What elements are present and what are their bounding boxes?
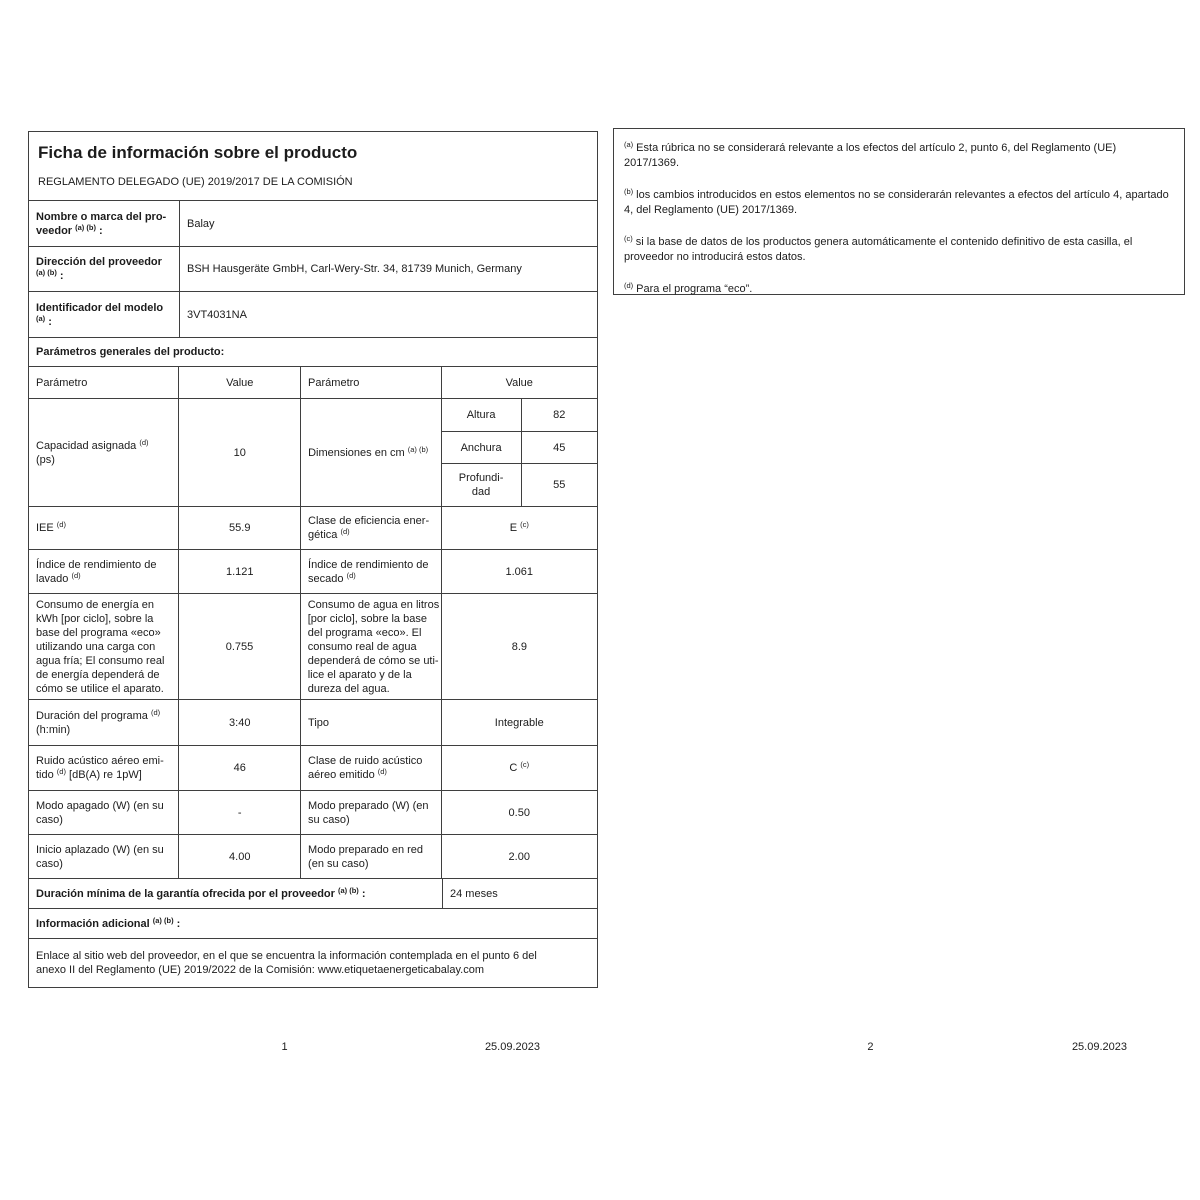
capacity-dimensions-row: [29, 398, 597, 506]
type-value: Integrable: [441, 700, 597, 745]
delayed-start-value: 4.00: [178, 835, 300, 878]
col-header-param-1: Parámetro: [36, 376, 88, 389]
dimension-height-value: 82: [521, 399, 597, 431]
delayed-start-label: Inicio aplazado (W) (en su caso): [36, 843, 164, 870]
dimension-height-label: Altura: [466, 409, 496, 421]
standby-mode-value: 0.50: [441, 791, 597, 834]
footnote-marker: (c): [624, 234, 633, 243]
additional-info-label: Información adicional $^{(a) (b)}$ :: [36, 915, 181, 930]
noise-row: [29, 745, 597, 790]
iee-energy-class-row: [29, 506, 597, 549]
off-mode-value: -: [178, 791, 300, 834]
page-title: Ficha de información sobre el producto: [38, 143, 358, 162]
model-identifier-label: Identificador del modelo $^{(a)}$ :: [36, 301, 164, 328]
footnote-marker: (d): [624, 281, 634, 290]
dimension-width-row: [442, 431, 597, 463]
additional-info-row: [29, 908, 597, 938]
supplier-name-label: Nombre o marca del pro- veedor $^{(a) (b)}$ :: [36, 210, 167, 237]
footer-date: 25.09.2023: [484, 1041, 540, 1053]
footnote-ref: (c): [520, 760, 530, 769]
programme-duration-value: 3:40: [178, 700, 300, 745]
duration-type-row: [29, 699, 597, 745]
warranty-value: 24 meses: [442, 879, 597, 908]
consumption-row: [29, 593, 597, 699]
footnote-ref: (d): [150, 707, 161, 717]
off-mode-label: Modo apagado (W) (en su caso): [36, 799, 164, 826]
footer-date: 25.09.2023: [1071, 1041, 1127, 1053]
title-block: [29, 132, 597, 200]
page-2-footer: [613, 1040, 1185, 1056]
page-number: 2: [867, 1041, 874, 1053]
footnote-ref: (d): [56, 520, 66, 529]
drying-index-value: 1.061: [441, 550, 597, 593]
footnote-ref: (a) (b): [152, 915, 174, 925]
model-identifier-row: [29, 291, 597, 337]
footnote-marker: (b): [624, 187, 634, 196]
col-header-param-2: Parámetro: [300, 367, 441, 398]
type-label: Tipo: [300, 700, 441, 745]
water-consumption-label: Consumo de agua en litros [por ciclo], sobre la base del programa «eco». El consumo real de agua dependerá de cómo se uti- lice el aparato y de la dureza del agua.: [300, 594, 441, 699]
noise-class-value: C $^{(c)}$: [441, 746, 597, 790]
footnote-ref: (d): [377, 767, 387, 776]
rated-capacity-label: Capacidad asignada $^{(d)}$ (ps): [36, 437, 149, 466]
warranty-label: Duración mínima de la garantía ofrecida por el proveedor $^{(a) (b)}$ :: [36, 885, 366, 900]
dimension-width-value: 45: [521, 432, 597, 463]
footnote-ref: (a) (b): [75, 222, 96, 232]
footnote-b: $^{(b)}$ los cambios introducidos en estos elementos no se considerarán relevantes a efectos del artículo 4, apartado 4, del Reglamento (UE) 2017/1369.: [624, 187, 1169, 216]
table-header-row: [29, 366, 597, 398]
footnote-marker: (a): [624, 140, 634, 149]
dimensions-subtable: [441, 399, 597, 506]
noise-class-label: Clase de ruido acústico aéreo emitido $^{(d)}$: [300, 746, 441, 790]
delayed-start-row: [29, 834, 597, 878]
supplier-address-value: BSH Hausgeräte GmbH, Carl-Wery-Str. 34, 81739 Munich, Germany: [179, 247, 597, 291]
rated-capacity-value: 10: [178, 399, 300, 506]
noise-emission-value: 46: [178, 746, 300, 790]
energy-class-value: E $^{(c)}$: [441, 507, 597, 549]
footnote-ref: (a) (b): [407, 444, 429, 454]
washing-index-value: 1.121: [178, 550, 300, 593]
dimension-depth-row: [442, 463, 597, 506]
noise-emission-label: Ruido acústico aéreo emi- tido $^{(d)}$ [dB(A) re 1pW]: [36, 755, 164, 781]
supplier-name-value: Balay: [179, 201, 597, 246]
water-consumption-value: 8.9: [441, 594, 597, 699]
footnote-ref: (d): [139, 437, 149, 447]
dimension-depth-label: Profundi- dad: [458, 472, 504, 498]
supplier-address-row: [29, 246, 597, 291]
footnote-a: $^{(a)}$ Esta rúbrica no se considerará relevante a los efectos del artículo 2, punto 6, del Reglamento (UE) 2017/1369.: [624, 140, 1117, 169]
footnote-ref: (a): [36, 313, 46, 323]
model-identifier-value: 3VT4031NA: [179, 292, 597, 337]
footnote-ref: (d): [340, 527, 350, 536]
regulation-subtitle: REGLAMENTO DELEGADO (UE) 2019/2017 DE LA COMISIÓN: [38, 176, 353, 188]
footnote-d: $^{(d)}$ Para el programa “eco”.: [624, 281, 753, 295]
footnote-ref: (d): [71, 570, 81, 580]
supplier-name-row: [29, 200, 597, 246]
footnote-ref: (d): [56, 767, 66, 776]
footnote-c: $^{(c)}$ si la base de datos de los productos genera automáticamente el contenido definitivo de esta casilla, el proveedor no introducirá estos datos.: [624, 234, 1133, 263]
page-1-footer: [28, 1040, 598, 1056]
off-standby-row: [29, 790, 597, 834]
dimension-width-label: Anchura: [460, 441, 502, 454]
standby-mode-label: Modo preparado (W) (en su caso): [300, 791, 441, 834]
networked-standby-label: Modo preparado en red (en su caso): [300, 835, 441, 878]
energy-consumption-value: 0.755: [178, 594, 299, 699]
supplier-address-label: Dirección del proveedor $^{(a) (b)}$ :: [36, 256, 162, 282]
washing-index-label: Índice de rendimiento de lavado $^{(d)}$: [36, 558, 157, 585]
dimensions-label: Dimensiones en cm $^{(a) (b)}$: [300, 399, 441, 506]
iee-label: IEE $^{(d)}$: [36, 520, 66, 534]
footnote-ref: (a) (b): [337, 885, 359, 895]
dimension-height-row: [442, 399, 597, 431]
programme-duration-label: Duración del programa $^{(d)}$ (h:min): [36, 707, 161, 736]
drying-index-label: Índice de rendimiento de secado $^{(d)}$: [300, 550, 441, 593]
networked-standby-value: 2.00: [441, 835, 597, 878]
dimension-depth-value: 55: [521, 464, 597, 506]
col-header-value-1: Value: [178, 367, 300, 398]
performance-index-row: [29, 549, 597, 593]
warranty-row: [29, 878, 597, 908]
footnote-ref: (a) (b): [36, 268, 57, 277]
footnote-ref: (c): [520, 520, 529, 529]
supplier-link-row: [29, 938, 597, 987]
page-number: 1: [281, 1041, 288, 1053]
iee-value: 55.9: [178, 507, 300, 549]
energy-consumption-label: Consumo de energía en kWh [por ciclo], sobre la base del programa «eco» utilizando una carga con agua fría; El consumo real de energía dependerá de cómo se utilice el aparato.: [36, 598, 165, 695]
general-parameters-header: Parámetros generales del producto:: [29, 337, 597, 366]
page-1-fiche: [28, 131, 598, 988]
energy-class-label: Clase de eficiencia ener- gética $^{(d)}$: [300, 507, 441, 549]
footnote-ref: (d): [346, 570, 356, 580]
page-2-footnotes-box: [613, 128, 1185, 295]
supplier-link-text: Enlace al sitio web del proveedor, en el que se encuentra la información contemplada en el punto 6 del anexo II del Reglamento (UE) 2019/2022 de la Comisión: www.etiquetaenergeticabalay.com: [36, 950, 537, 976]
col-header-value-2: Value: [441, 367, 597, 398]
